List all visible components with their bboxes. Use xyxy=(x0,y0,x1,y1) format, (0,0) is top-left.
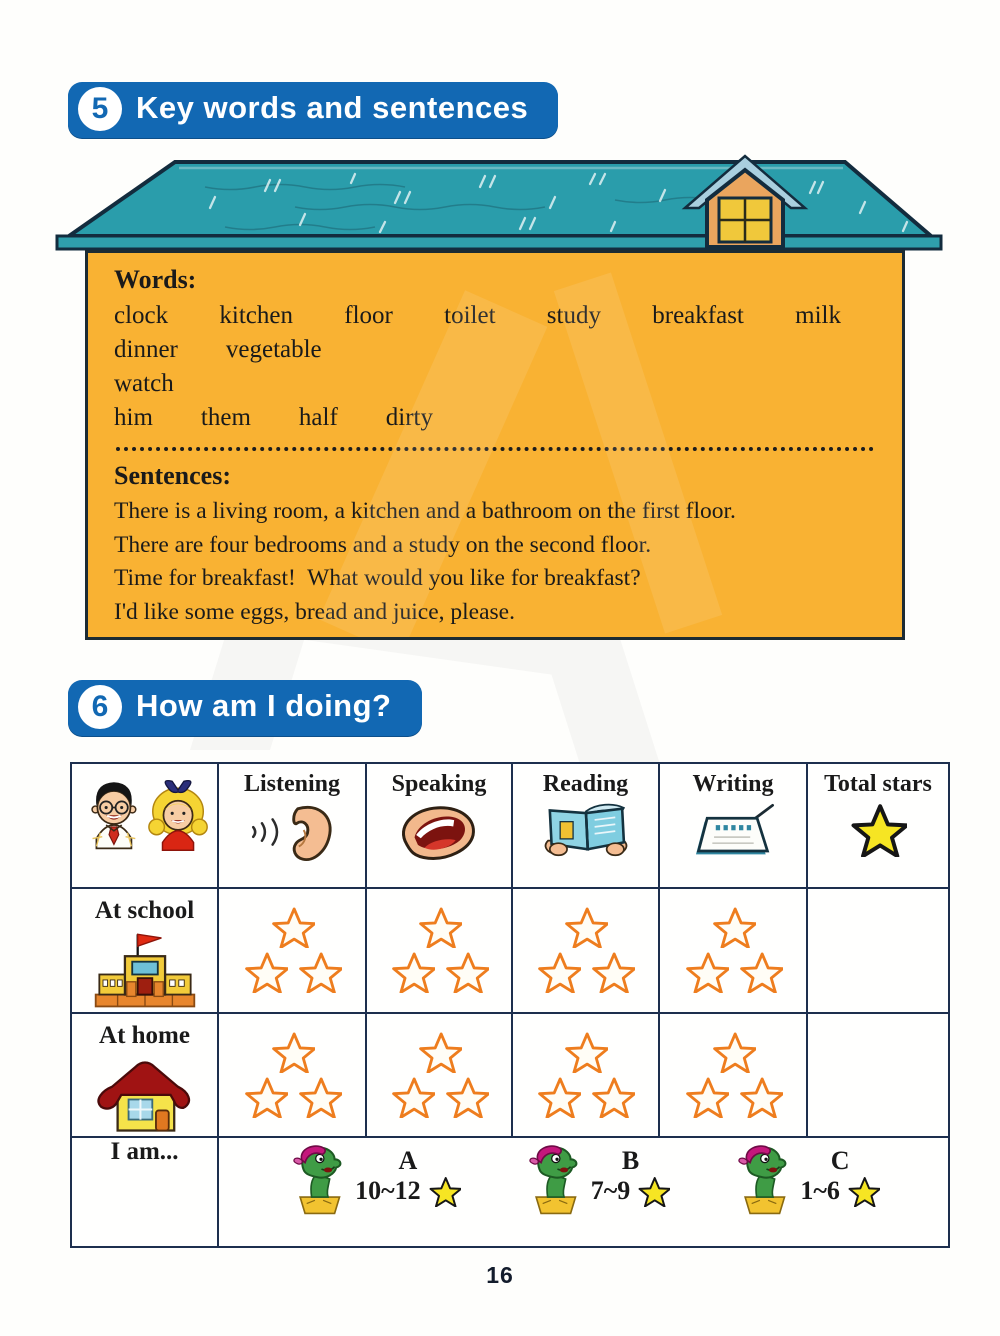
grade-option-c xyxy=(732,1138,880,1220)
mouth-icon xyxy=(393,801,485,863)
words-label: Words: xyxy=(114,265,197,294)
total-stars-empty-cell xyxy=(807,888,949,1013)
grades-wrap xyxy=(219,1138,948,1220)
row-label: At home xyxy=(99,1022,190,1049)
key-word: study xyxy=(546,302,601,329)
column-label: Total stars xyxy=(824,771,932,797)
kids-wrap xyxy=(72,764,217,879)
stars-cell xyxy=(659,1013,807,1137)
at-home-label-cell xyxy=(71,1013,218,1137)
column-label: Speaking xyxy=(391,771,487,797)
column-label: Listening xyxy=(243,771,341,797)
stars-cell xyxy=(366,888,512,1013)
star-outline-icon xyxy=(390,950,435,993)
column-label: Reading xyxy=(542,771,629,797)
star-outline-icon xyxy=(444,1075,489,1118)
grade-letter: B xyxy=(621,1146,640,1175)
self-assessment-table xyxy=(70,762,950,1248)
dino-icon xyxy=(732,1138,796,1220)
star-outline-icon xyxy=(536,1075,581,1118)
sentence: I'd like some eggs, bread and juice, please. xyxy=(114,598,515,625)
key-word: them xyxy=(200,404,251,431)
speaking-header-cell xyxy=(366,763,512,888)
total-stars-empty-cell xyxy=(807,1013,949,1137)
key-word: dirty xyxy=(385,404,433,431)
stars-triad xyxy=(513,1014,658,1118)
stars-triad xyxy=(660,1014,806,1118)
stars-triad xyxy=(367,1014,511,1118)
star-icon xyxy=(847,1175,880,1207)
word-line xyxy=(114,299,841,333)
stars-triad xyxy=(367,889,511,993)
stars-cell xyxy=(659,888,807,1013)
house-body-panel xyxy=(85,250,905,640)
grade-range: 7~9 xyxy=(590,1176,631,1205)
key-word: toilet xyxy=(444,302,496,329)
grade-option-a xyxy=(287,1138,461,1220)
at-school-label-cell xyxy=(71,888,218,1013)
key-word: vegetable xyxy=(225,336,322,363)
key-word: half xyxy=(298,404,338,431)
writing-header-cell xyxy=(659,763,807,888)
ear-icon xyxy=(244,801,340,863)
section-title: Key words and sentences xyxy=(136,89,529,125)
table-header-row xyxy=(71,763,949,888)
star-outline-icon xyxy=(297,950,342,993)
dotted-divider xyxy=(116,439,874,451)
star-outline-icon xyxy=(711,1030,756,1073)
star-outline-icon xyxy=(270,1030,315,1073)
star-outline-icon xyxy=(243,950,288,993)
sentences-label: Sentences: xyxy=(114,461,231,490)
stars-triad xyxy=(219,1014,365,1118)
star-outline-icon xyxy=(243,1075,288,1118)
star-outline-icon xyxy=(270,905,315,948)
key-word: dinner xyxy=(114,336,178,363)
stars-triad xyxy=(513,889,658,993)
key-word: kitchen xyxy=(219,302,293,329)
stars-cell xyxy=(366,1013,512,1137)
star-outline-icon xyxy=(444,950,489,993)
star-icon xyxy=(849,801,907,857)
sentence: There are four bedrooms and a study on the second floor. xyxy=(114,531,652,558)
key-word: watch xyxy=(114,370,174,397)
word-line xyxy=(114,367,876,401)
home-icon xyxy=(92,1052,198,1136)
stars-cell xyxy=(512,888,659,1013)
grade-row xyxy=(71,1137,949,1247)
reading-header-cell xyxy=(512,763,659,888)
column-label: Writing xyxy=(692,771,774,797)
row-label: At school xyxy=(94,897,195,924)
grade-letter: C xyxy=(830,1146,850,1175)
word-line xyxy=(114,333,876,367)
section-6-header xyxy=(68,680,422,736)
row-label: I am... xyxy=(110,1138,179,1165)
grade-letter: A xyxy=(398,1146,418,1175)
star-outline-icon xyxy=(536,950,581,993)
school-icon xyxy=(87,927,203,1011)
star-outline-icon xyxy=(297,1075,342,1118)
dino-icon xyxy=(287,1138,351,1220)
key-word: milk xyxy=(795,302,841,329)
section-title: How am I doing? xyxy=(136,687,392,723)
open-book-icon xyxy=(536,801,636,863)
key-word: clock xyxy=(114,302,169,329)
grade-range: 10~12 xyxy=(355,1176,421,1205)
star-outline-icon xyxy=(711,905,756,948)
section-number-badge: 5 xyxy=(78,87,122,131)
star-outline-icon xyxy=(417,1030,462,1073)
star-outline-icon xyxy=(738,1075,783,1118)
star-outline-icon xyxy=(563,905,608,948)
listening-header-cell xyxy=(218,763,366,888)
total-stars-header-cell xyxy=(807,763,949,888)
stars-triad xyxy=(660,889,806,993)
star-outline-icon xyxy=(417,905,462,948)
stars-cell xyxy=(512,1013,659,1137)
star-icon xyxy=(637,1175,670,1207)
stars-cell xyxy=(218,1013,366,1137)
star-outline-icon xyxy=(738,950,783,993)
key-word: floor xyxy=(344,302,393,329)
i-am-label-cell xyxy=(71,1137,218,1247)
at-home-row xyxy=(71,1013,949,1137)
section-5-header xyxy=(68,82,558,138)
stars-triad xyxy=(219,889,365,993)
word-line xyxy=(114,401,876,435)
notebook-pencil-icon xyxy=(683,801,783,863)
star-outline-icon xyxy=(684,950,729,993)
dino-icon xyxy=(523,1138,587,1220)
sentence: Time for breakfast! What would you like for breakfast? xyxy=(114,565,641,591)
page-number: 16 xyxy=(486,1262,514,1288)
star-outline-icon xyxy=(390,1075,435,1118)
kids-header-cell xyxy=(71,763,218,888)
star-outline-icon xyxy=(563,1030,608,1073)
star-outline-icon xyxy=(590,950,635,993)
star-icon xyxy=(428,1175,461,1207)
grade-range: 1~6 xyxy=(800,1176,840,1205)
boy-and-girl-icon xyxy=(77,771,213,879)
house-roof-illustration xyxy=(55,152,945,254)
star-outline-icon xyxy=(684,1075,729,1118)
grades-cell xyxy=(218,1137,949,1247)
star-outline-icon xyxy=(590,1075,635,1118)
at-school-row xyxy=(71,888,949,1013)
key-word: breakfast xyxy=(652,302,744,329)
stars-cell xyxy=(218,888,366,1013)
sentence: There is a living room, a kitchen and a bathroom on the first floor. xyxy=(114,498,736,524)
section-number-badge: 6 xyxy=(78,685,122,729)
grade-option-b xyxy=(523,1138,671,1220)
key-word: him xyxy=(114,404,153,431)
